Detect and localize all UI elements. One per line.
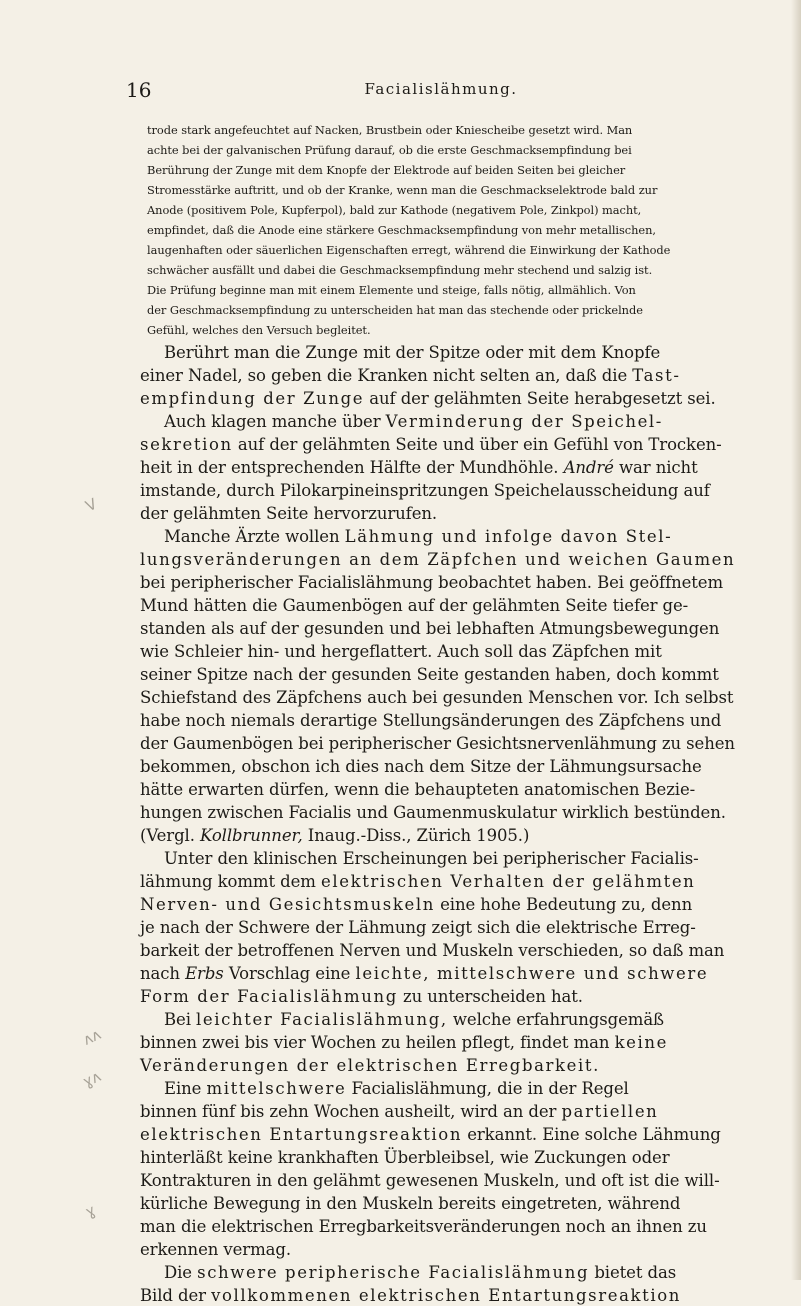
spaced-term: Lähmung und infolge davon Stel-: [344, 527, 673, 546]
author-name: Erbs: [185, 964, 224, 983]
text-line: bei peripherischer Facialislähmung beobachtet haben. Bei geöffnetem: [140, 573, 724, 592]
spaced-term: empfindung der Zunge: [140, 389, 365, 408]
page-edge-shadow: [791, 0, 801, 1280]
running-title: Facialislähmung.: [364, 80, 518, 98]
text-line: hinterläßt keine krankhaften Überbleibsel, wie Zuckungen oder: [140, 1148, 670, 1167]
text-line: [140, 1101, 658, 1122]
text-line: Veränderungen der elektrischen Erregbarkeit.: [140, 1056, 600, 1075]
margin-note: V: [82, 494, 100, 516]
small-text-line: Stromesstärke auftritt, und ob der Kranke, wenn man die Geschmackselektrode bald zur: [147, 183, 658, 197]
text-line: Mund hätten die Gaumenbögen auf der gelähmten Seite tiefer ge-: [140, 596, 689, 615]
text-span: Inaug.-Diss., Zürich 1905.): [307, 826, 530, 845]
text-line: lungsveränderungen an dem Zäpfchen und weichen Gaumen: [140, 550, 736, 569]
text-span: Die: [164, 1263, 192, 1282]
text-line: [140, 457, 698, 478]
author-name: André: [563, 458, 614, 477]
text-line: Unter den klinischen Erscheinungen bei peripherischer Facialis-: [164, 849, 699, 868]
text-span: einer Nadel, so geben die Kranken nicht selten an, daß die: [140, 366, 628, 385]
spaced-term: leichte, mittelschwere und schwere: [355, 964, 709, 983]
text-span: welche erfahrungsgemäß: [452, 1010, 664, 1029]
spaced-term: vollkommenen elektrischen Entartungsreaktion: [211, 1286, 681, 1305]
text-line: [140, 871, 695, 892]
margin-note: ɣ: [82, 1200, 99, 1222]
text-line: erkennen vermag.: [140, 1240, 291, 1259]
text-line: [140, 434, 722, 455]
text-span: Eine: [164, 1079, 202, 1098]
page-header: [126, 78, 756, 102]
text-span: eine hohe Bedeutung zu, denn: [440, 895, 693, 914]
text-line: Kontrakturen in den gelähmt gewesenen Muskeln, und oft ist die will-: [140, 1171, 720, 1190]
text-line: der gelähmten Seite hervorzurufen.: [140, 504, 438, 523]
small-text-line: Die Prüfung beginne man mit einem Elemente und steige, falls nötig, allmählich. Von: [147, 283, 636, 297]
small-text-line: Anode (positivem Pole, Kupferpol), bald zur Kathode (negativem Pole, Zinkpol) macht,: [147, 203, 642, 217]
text-line: [164, 411, 663, 432]
text-span: binnen zwei bis vier Wochen zu heilen pflegt, findet man: [140, 1033, 610, 1052]
spaced-term: elektrischen Verhalten der gelähmten: [320, 872, 696, 891]
text-span: war nicht: [619, 458, 698, 477]
small-text-line: trode stark angefeuchtet auf Nacken, Brustbein oder Kniescheibe gesetzt wird. Man: [147, 123, 633, 137]
text-line: hätte erwarten dürfen, wenn die behaupteten anatomischen Bezie-: [140, 780, 696, 799]
spaced-term: sekretion: [140, 435, 233, 454]
text-span: (Vergl.: [140, 826, 195, 845]
text-line: [140, 825, 529, 846]
spaced-term: Verminderung der Speichel-: [385, 412, 663, 431]
spaced-term: elektrischen Entartungsreaktion: [140, 1125, 463, 1144]
text-line: hungen zwischen Facialis und Gaumenmuskulatur wirklich bestünden.: [140, 803, 726, 822]
text-span: Facialislähmung, die in der Regel: [351, 1079, 629, 1098]
text-span: auf der gelähmten Seite herabgesetzt sei.: [369, 389, 716, 408]
text-line: je nach der Schwere der Lähmung zeigt sich die elektrische Erreg-: [140, 918, 696, 937]
margin-note: ʌʌ: [80, 1025, 104, 1049]
spaced-term: keine: [614, 1033, 669, 1052]
text-line: habe noch niemals derartige Stellungsänderungen des Zäpfchens und: [140, 711, 722, 730]
text-line: [140, 963, 708, 984]
text-line: kürliche Bewegung in den Muskeln bereits eingetreten, während: [140, 1194, 681, 1213]
spaced-term: partiellen: [561, 1102, 659, 1121]
text-span: erkannt. Eine solche Lähmung: [467, 1125, 721, 1144]
text-span: Vorschlag eine: [228, 964, 351, 983]
text-span: Manche Ärzte wollen: [164, 527, 340, 546]
text-span: Bei: [164, 1010, 191, 1029]
spaced-term: Form der Facialislähmung: [140, 987, 398, 1006]
text-line: barkeit der betroffenen Nerven und Muskeln verschieden, so daß man: [140, 941, 725, 960]
spaced-term: Nerven- und Gesichtsmuskeln: [140, 895, 435, 914]
small-text-line: empfindet, daß die Anode eine stärkere Geschmacksempfindung von mehr metallischen,: [147, 223, 656, 237]
text-line: wie Schleier hin- und hergeflattert. Auch soll das Zäpfchen mit: [140, 642, 662, 661]
text-line: [140, 986, 583, 1007]
text-line: Schiefstand des Zäpfchens auch bei gesunden Menschen vor. Ich selbst: [140, 688, 734, 707]
author-name: Kollbrunner,: [200, 826, 303, 845]
text-line: man die elektrischen Erregbarkeitsveränderungen noch an ihnen zu: [140, 1217, 707, 1236]
small-text-line: Berührung der Zunge mit dem Knopfe der Elektrode auf beiden Seiten bei gleicher: [147, 163, 626, 177]
text-line: [140, 1032, 668, 1053]
text-line: standen als auf der gesunden und bei lebhaften Atmungsbewegungen: [140, 619, 720, 638]
page-number: 16: [126, 78, 152, 102]
small-text-line: der Geschmacksempfindung zu unterscheiden hat man das stechende oder prickelnde: [147, 303, 643, 317]
spaced-term: schwere peripherische Facialislähmung: [197, 1263, 590, 1282]
spaced-term: Tast-: [632, 366, 681, 385]
spaced-term: leichter Facialislähmung,: [196, 1010, 448, 1029]
text-line: [140, 365, 681, 386]
text-span: zu unterscheiden hat.: [403, 987, 583, 1006]
text-line: [140, 1124, 721, 1145]
text-line: imstande, durch Pilokarpineinspritzungen Speichelausscheidung auf: [140, 481, 710, 500]
text-span: binnen fünf bis zehn Wochen ausheilt, wird an der: [140, 1102, 557, 1121]
text-span: heit in der entsprechenden Hälfte der Mundhöhle.: [140, 458, 559, 477]
small-text-line: schwächer ausfällt und dabei die Geschmacksempfindung mehr stechend und salzig ist.: [147, 263, 653, 277]
text-line: Berührt man die Zunge mit der Spitze oder mit dem Knopfe: [164, 343, 661, 362]
text-span: bietet das: [594, 1263, 677, 1282]
text-span: nach: [140, 964, 180, 983]
text-span: lähmung kommt dem: [140, 872, 316, 891]
text-line: [164, 1078, 629, 1099]
text-line: [164, 526, 672, 547]
text-line: seiner Spitze nach der gesunden Seite gestanden haben, doch kommt: [140, 665, 719, 684]
text-line: [140, 388, 716, 409]
text-line: [164, 1009, 664, 1030]
spaced-term: mittelschwere: [206, 1079, 347, 1098]
margin-note: ɣʌ: [80, 1067, 104, 1091]
small-text-line: achte bei der galvanischen Prüfung darauf, ob die erste Geschmacksempfindung bei: [147, 143, 632, 157]
text-line: [140, 1285, 681, 1306]
small-text-line: Gefühl, welches den Versuch begleitet.: [147, 323, 371, 337]
text-line: der Gaumenbögen bei peripherischer Gesichtsnervenlähmung zu sehen: [140, 734, 735, 753]
small-text-line: laugenhaften oder säuerlichen Eigenschaften erregt, während die Einwirkung der Kathode: [147, 243, 671, 257]
text-span: Auch klagen manche über: [164, 412, 381, 431]
text-span: auf der gelähmten Seite und über ein Gefühl von Trocken-: [237, 435, 722, 454]
text-line: [140, 894, 692, 915]
text-line: bekommen, obschon ich dies nach dem Sitze der Lähmungsursache: [140, 757, 702, 776]
text-span: Bild der: [140, 1286, 206, 1305]
